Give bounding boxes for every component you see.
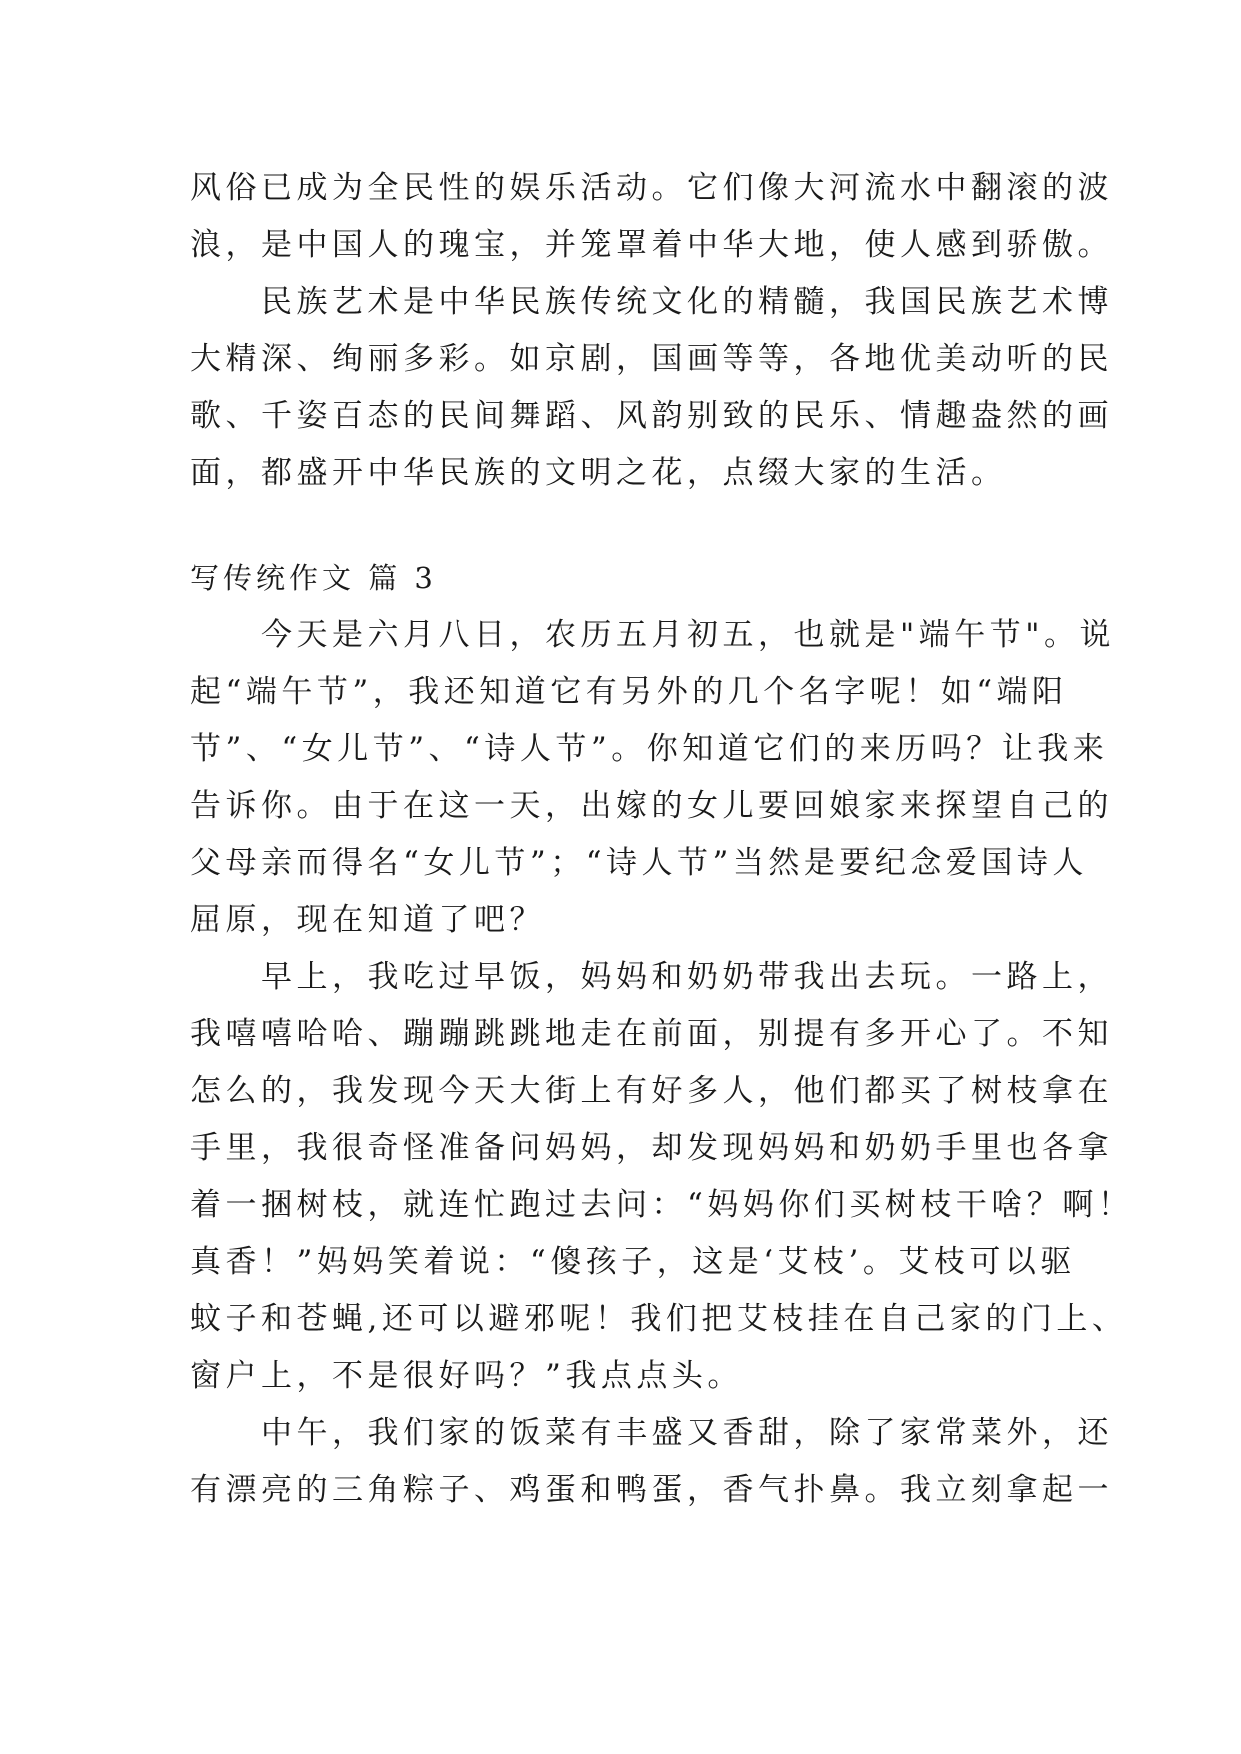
- text-line: 节”、“女儿节”、“诗人节”。你知道它们的来历吗？让我来: [190, 731, 1109, 767]
- text-line: 怎么的，我发现今天大街上有好多人，他们都买了树枝拿在: [190, 1073, 1113, 1109]
- text-line: 浪，是中国人的瑰宝，并笼罩着中华大地，使人感到骄傲。: [190, 227, 1113, 263]
- text-line: 窗户上，不是很好吗？”我点点头。: [190, 1358, 743, 1394]
- text-line: 手里，我很奇怪准备问妈妈，却发现妈妈和奶奶手里也各拿: [190, 1130, 1113, 1166]
- text-line: 我嘻嘻哈哈、蹦蹦跳跳地走在前面，别提有多开心了。不知: [190, 1016, 1113, 1052]
- text-line: 蚊子和苍蝇,还可以避邪呢！我们把艾枝挂在自己家的门上、: [190, 1301, 1128, 1337]
- text-line: 早上，我吃过早饭，妈妈和奶奶带我出去玩。一路上，: [190, 959, 1113, 995]
- section-gap: [190, 502, 1070, 550]
- text-line: 今天是六月八日，农历五月初五，也就是"端午节"。说: [190, 617, 1116, 653]
- text-line: 着一捆树枝，就连忙跑过去问：“妈妈你们买树枝干啥？啊！: [190, 1187, 1134, 1223]
- text-line: 真香！”妈妈笑着说：“傻孩子，这是‘艾枝’。艾枝可以驱: [190, 1244, 1076, 1280]
- text-line: 告诉你。由于在这一天，出嫁的女儿要回娘家来探望自己的: [190, 788, 1113, 824]
- text-line: 民族艺术是中华民族传统文化的精髓，我国民族艺术博: [190, 284, 1113, 320]
- text-line: 大精深、绚丽多彩。如京剧，国画等等，各地优美动听的民: [190, 341, 1113, 377]
- text-line: 有漂亮的三角粽子、鸡蛋和鸭蛋，香气扑鼻。我立刻拿起一: [190, 1472, 1113, 1508]
- text-line: 中午，我们家的饭菜有丰盛又香甜，除了家常菜外，还: [190, 1415, 1113, 1451]
- document-body: [190, 160, 1134, 1519]
- text-line: 父母亲而得名“女儿节”；“诗人节”当然是要纪念爱国诗人: [190, 845, 1088, 881]
- text-line: 起“端午节”，我还知道它有另外的几个名字呢！如“端阳: [190, 674, 1068, 710]
- text-line: 面，都盛开中华民族的文明之花，点缀大家的生活。: [190, 455, 1007, 491]
- section-heading: 写传统作文 篇 3: [190, 561, 437, 595]
- text-line: 风俗已成为全民性的娱乐活动。它们像大河流水中翻滚的波: [190, 170, 1113, 206]
- text-line: 屈原，现在知道了吧？: [190, 902, 545, 938]
- text-line: 歌、千姿百态的民间舞蹈、风韵别致的民乐、情趣盎然的画: [190, 398, 1113, 434]
